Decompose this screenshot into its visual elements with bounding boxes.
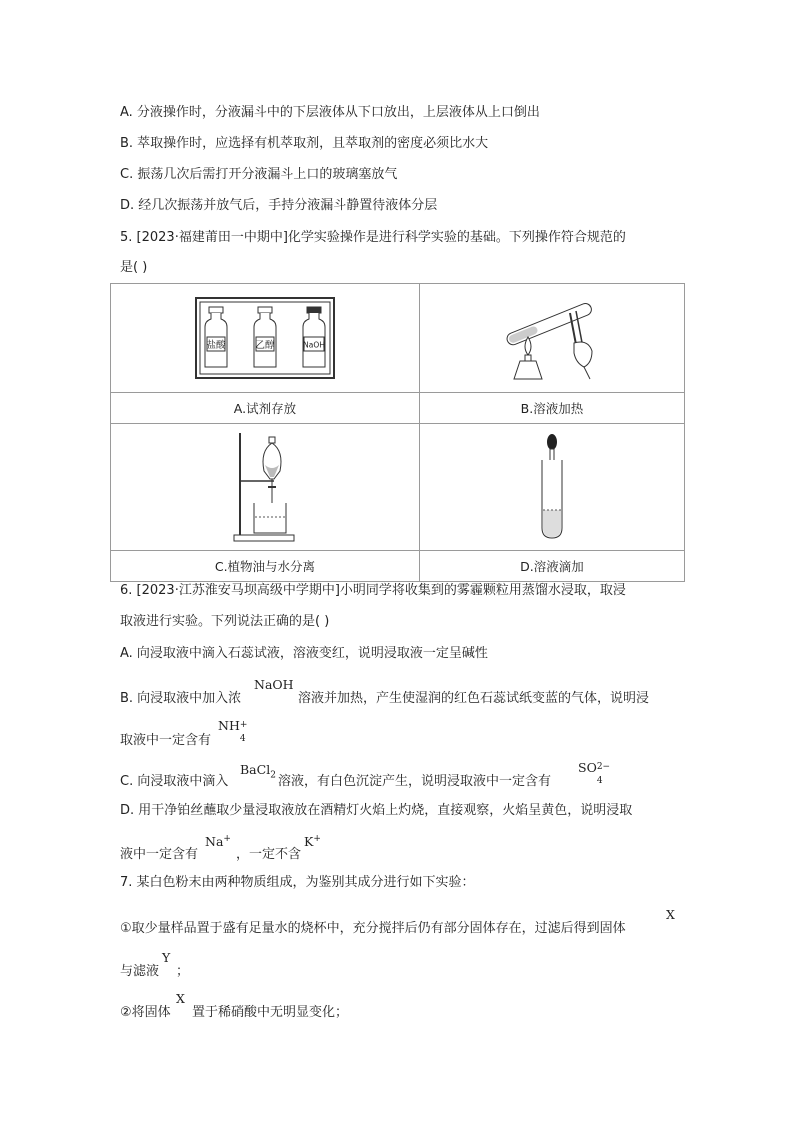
- q7-step2-post: 置于稀硝酸中无明显变化；: [192, 1005, 349, 1020]
- q4-option-b: B. 萃取操作时，应选择有机萃取剂，且萃取剂的密度必须比水大: [120, 136, 489, 151]
- q6-option-b-line2: 取液中一定含有: [120, 733, 212, 748]
- q6-option-d-line2-pre: 液中一定含有: [120, 847, 199, 862]
- q5-stem-line2: 是( ): [120, 260, 148, 275]
- bottle-label-hcl: 盐酸: [206, 340, 226, 351]
- q6-option-c-post: 溶液，有白色沉淀产生，说明浸取液中一定含有: [278, 774, 552, 789]
- bottle-ethanol-icon: [254, 307, 276, 367]
- q6-stem-line1: 6. [2023·江苏淮安马坝高级中学期中]小明同学将收集到的雾霾颗粒用蒸馏水浸取，取浸: [120, 583, 626, 598]
- dropper-test-tube-illustration: [532, 432, 572, 542]
- q6-option-a: A. 向浸取液中滴入石蕊试液，溶液变红，说明浸取液一定呈碱性: [120, 646, 488, 661]
- q4-option-a: A. 分液操作时，分液漏斗中的下层液体从下口放出，上层液体从上口倒出: [120, 105, 540, 120]
- formula-so4: [578, 760, 615, 786]
- q4-option-c: C. 振荡几次后需打开分液漏斗上口的玻璃塞放气: [120, 167, 398, 182]
- q6-option-c-pre: C. 向浸取液中滴入: [120, 774, 229, 789]
- formula-nh4-charge: +: [239, 720, 248, 730]
- var-x-2: X: [176, 991, 185, 1006]
- formula-bacl2: [240, 762, 276, 781]
- formula-naoh: NaOH: [254, 677, 294, 692]
- option-c-figure: [111, 424, 420, 551]
- option-a-figure: [111, 284, 420, 393]
- option-c-caption: C.植物油与水分离: [111, 551, 420, 582]
- option-d-figure: [419, 424, 684, 551]
- formula-k-charge: +: [313, 834, 321, 844]
- option-d-caption: D.溶液滴加: [419, 551, 684, 582]
- q5-stem-line1: 5. [2023·福建莆田一中期中]化学实验操作是进行科学实验的基础。下列操作符合规范的: [120, 230, 626, 245]
- formula-na-base: Na: [205, 834, 224, 850]
- bottle-hcl-icon: [205, 307, 227, 367]
- q6-option-b-line1-pre: B. 向浸取液中加入浓: [120, 691, 242, 706]
- formula-na-charge: +: [223, 834, 231, 844]
- option-b-caption: B.溶液加热: [419, 393, 684, 424]
- formula-nh4-subscript: 4: [239, 734, 246, 744]
- formula-bacl2-subscript: 2: [270, 770, 276, 781]
- formula-na: [205, 834, 231, 849]
- q5-options-table: [110, 283, 685, 582]
- var-x-1: X: [666, 907, 675, 922]
- q4-option-d: D. 经几次振荡并放气后，手持分液漏斗静置待液体分层: [120, 198, 438, 213]
- bottle-label-naoh: NaOH: [303, 340, 325, 350]
- bottle-label-ethanol: 乙醇: [255, 340, 275, 351]
- formula-so4-charge: 2−: [596, 762, 611, 772]
- q7-stem: 7. 某白色粉末由两种物质组成，为鉴别其成分进行如下实验：: [120, 875, 475, 890]
- option-b-figure: [419, 284, 684, 393]
- q7-step1-line2-post: ；: [176, 964, 190, 979]
- formula-k-base: K: [304, 834, 314, 850]
- separatory-funnel-illustration: [230, 429, 300, 545]
- formula-so4-subscript: 4: [596, 776, 603, 786]
- q6-option-d-line1: D. 用干净铂丝蘸取少量浸取液放在酒精灯火焰上灼烧，直接观察，火焰呈黄色，说明浸取: [120, 803, 633, 818]
- formula-nh4-base: NH: [218, 718, 240, 733]
- q6-stem-line2: 取液进行实验。下列说法正确的是( ): [120, 614, 330, 629]
- q6-option-d-line2-mid: ，一定不含: [236, 847, 302, 862]
- q7-step2-pre: ②将固体: [120, 1005, 171, 1020]
- formula-bacl2-base: BaCl: [240, 762, 271, 777]
- formula-nh4: [218, 718, 248, 744]
- formula-k: [304, 834, 321, 849]
- q6-option-b-line1-post: 溶液并加热，产生使湿润的红色石蕊试纸变蓝的气体，说明浸: [298, 691, 650, 706]
- q7-step1-line2-pre: 与滤液: [120, 964, 160, 979]
- option-a-caption: A.试剂存放: [111, 393, 420, 424]
- test-tube-heating-illustration: [492, 293, 612, 383]
- formula-so4-base: SO: [578, 760, 597, 775]
- bottle-naoh-icon: [303, 307, 325, 367]
- reagent-bottles-illustration: [195, 297, 335, 379]
- var-y: Y: [162, 950, 171, 965]
- q7-step1-line1: ①取少量样品置于盛有足量水的烧杯中，充分搅拌后仍有部分固体存在，过滤后得到固体: [120, 921, 626, 936]
